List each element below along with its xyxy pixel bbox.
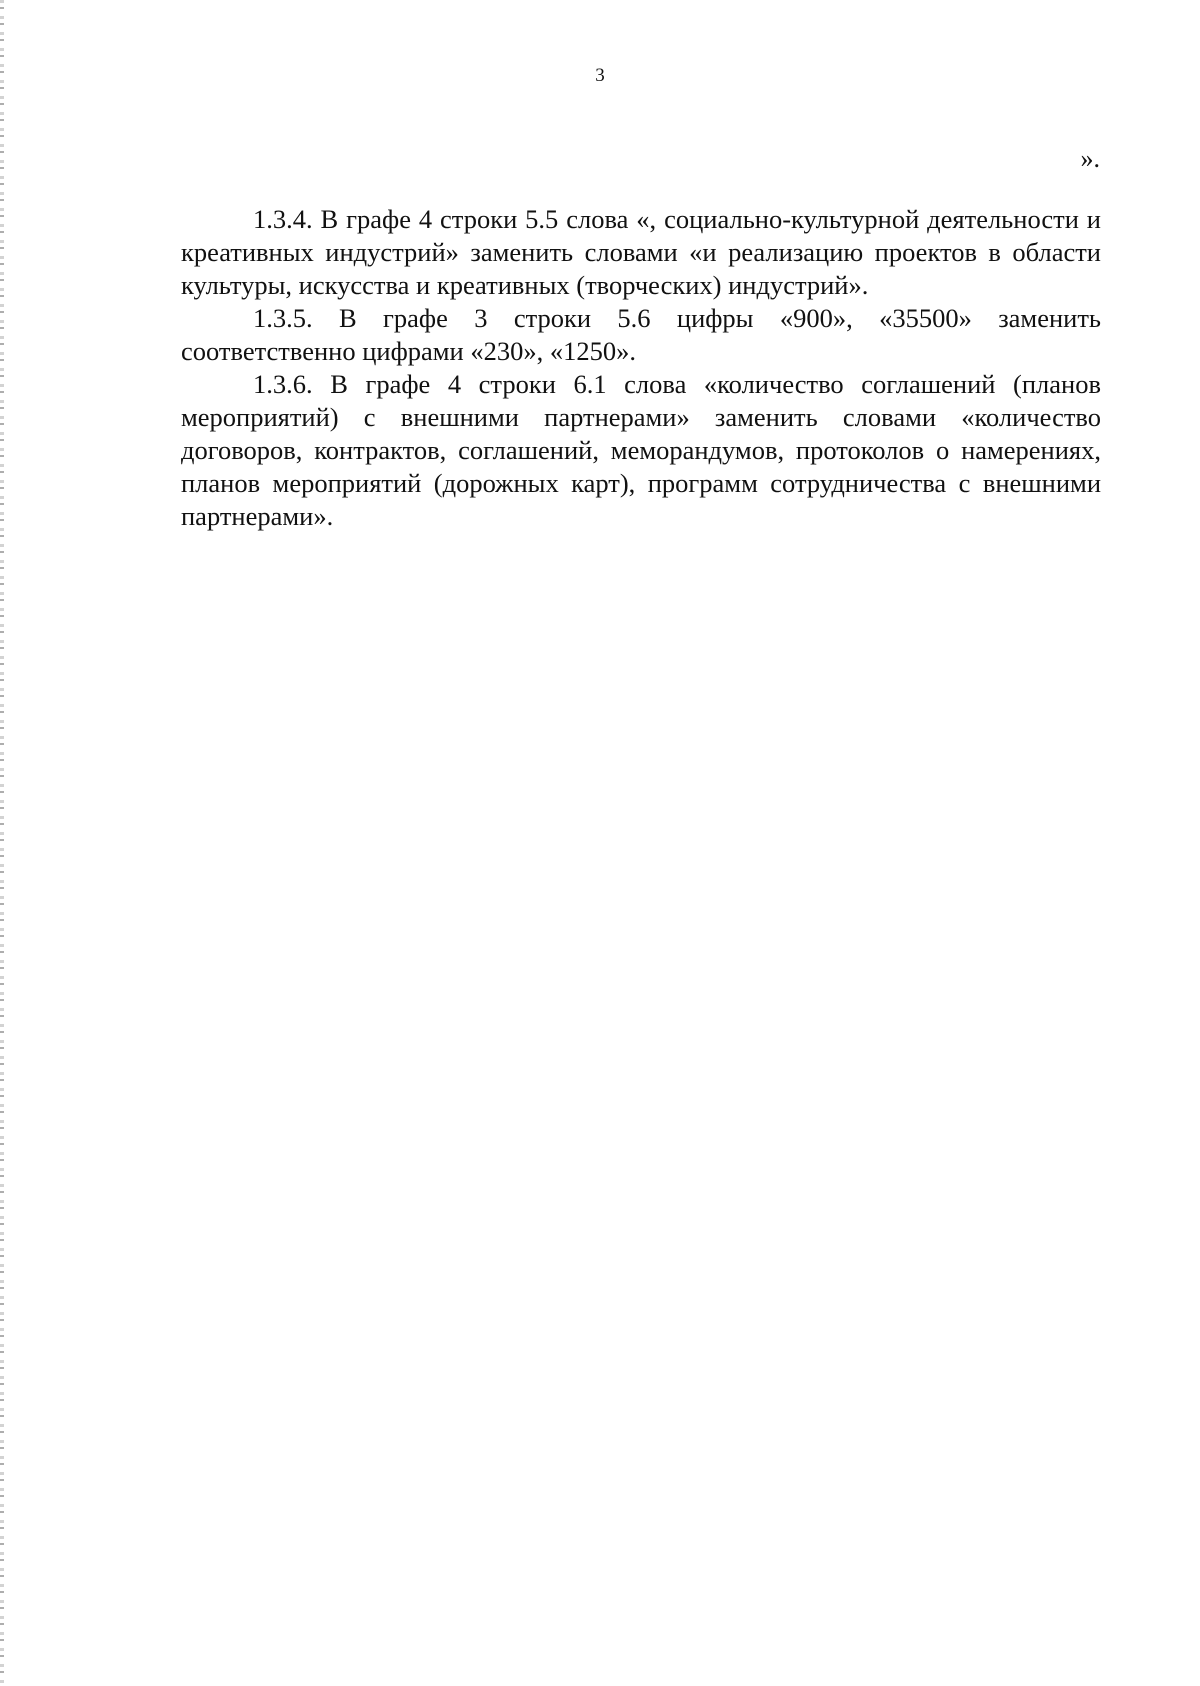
paragraph-1-3-4: 1.3.4. В графе 4 строки 5.5 слова «, социально-культурной деятельности и креативных индустрий» заменить словами «и реализацию проектов в области культуры, искусства и креативных (творческих) индустрий». [181, 204, 1101, 300]
document-body [181, 203, 1101, 533]
closing-quote-mark: ». [1080, 144, 1100, 173]
paragraph-1-3-6: 1.3.6. В графе 4 строки 6.1 слова «количество соглашений (планов мероприятий) с внешними партнерами» заменить словами «количество договоров, контрактов, соглашений, меморандумов, протоколов о намерениях, планов мероприятий (дорожных карт), программ сотрудничества с внешними партнерами». [181, 369, 1101, 531]
page-number: 3 [595, 65, 605, 86]
scan-edge-artifact [0, 0, 4, 1686]
paragraph-1-3-5: 1.3.5. В графе 3 строки 5.6 цифры «900», «35500» заменить соответственно цифрами «230», «1250». [181, 303, 1101, 366]
